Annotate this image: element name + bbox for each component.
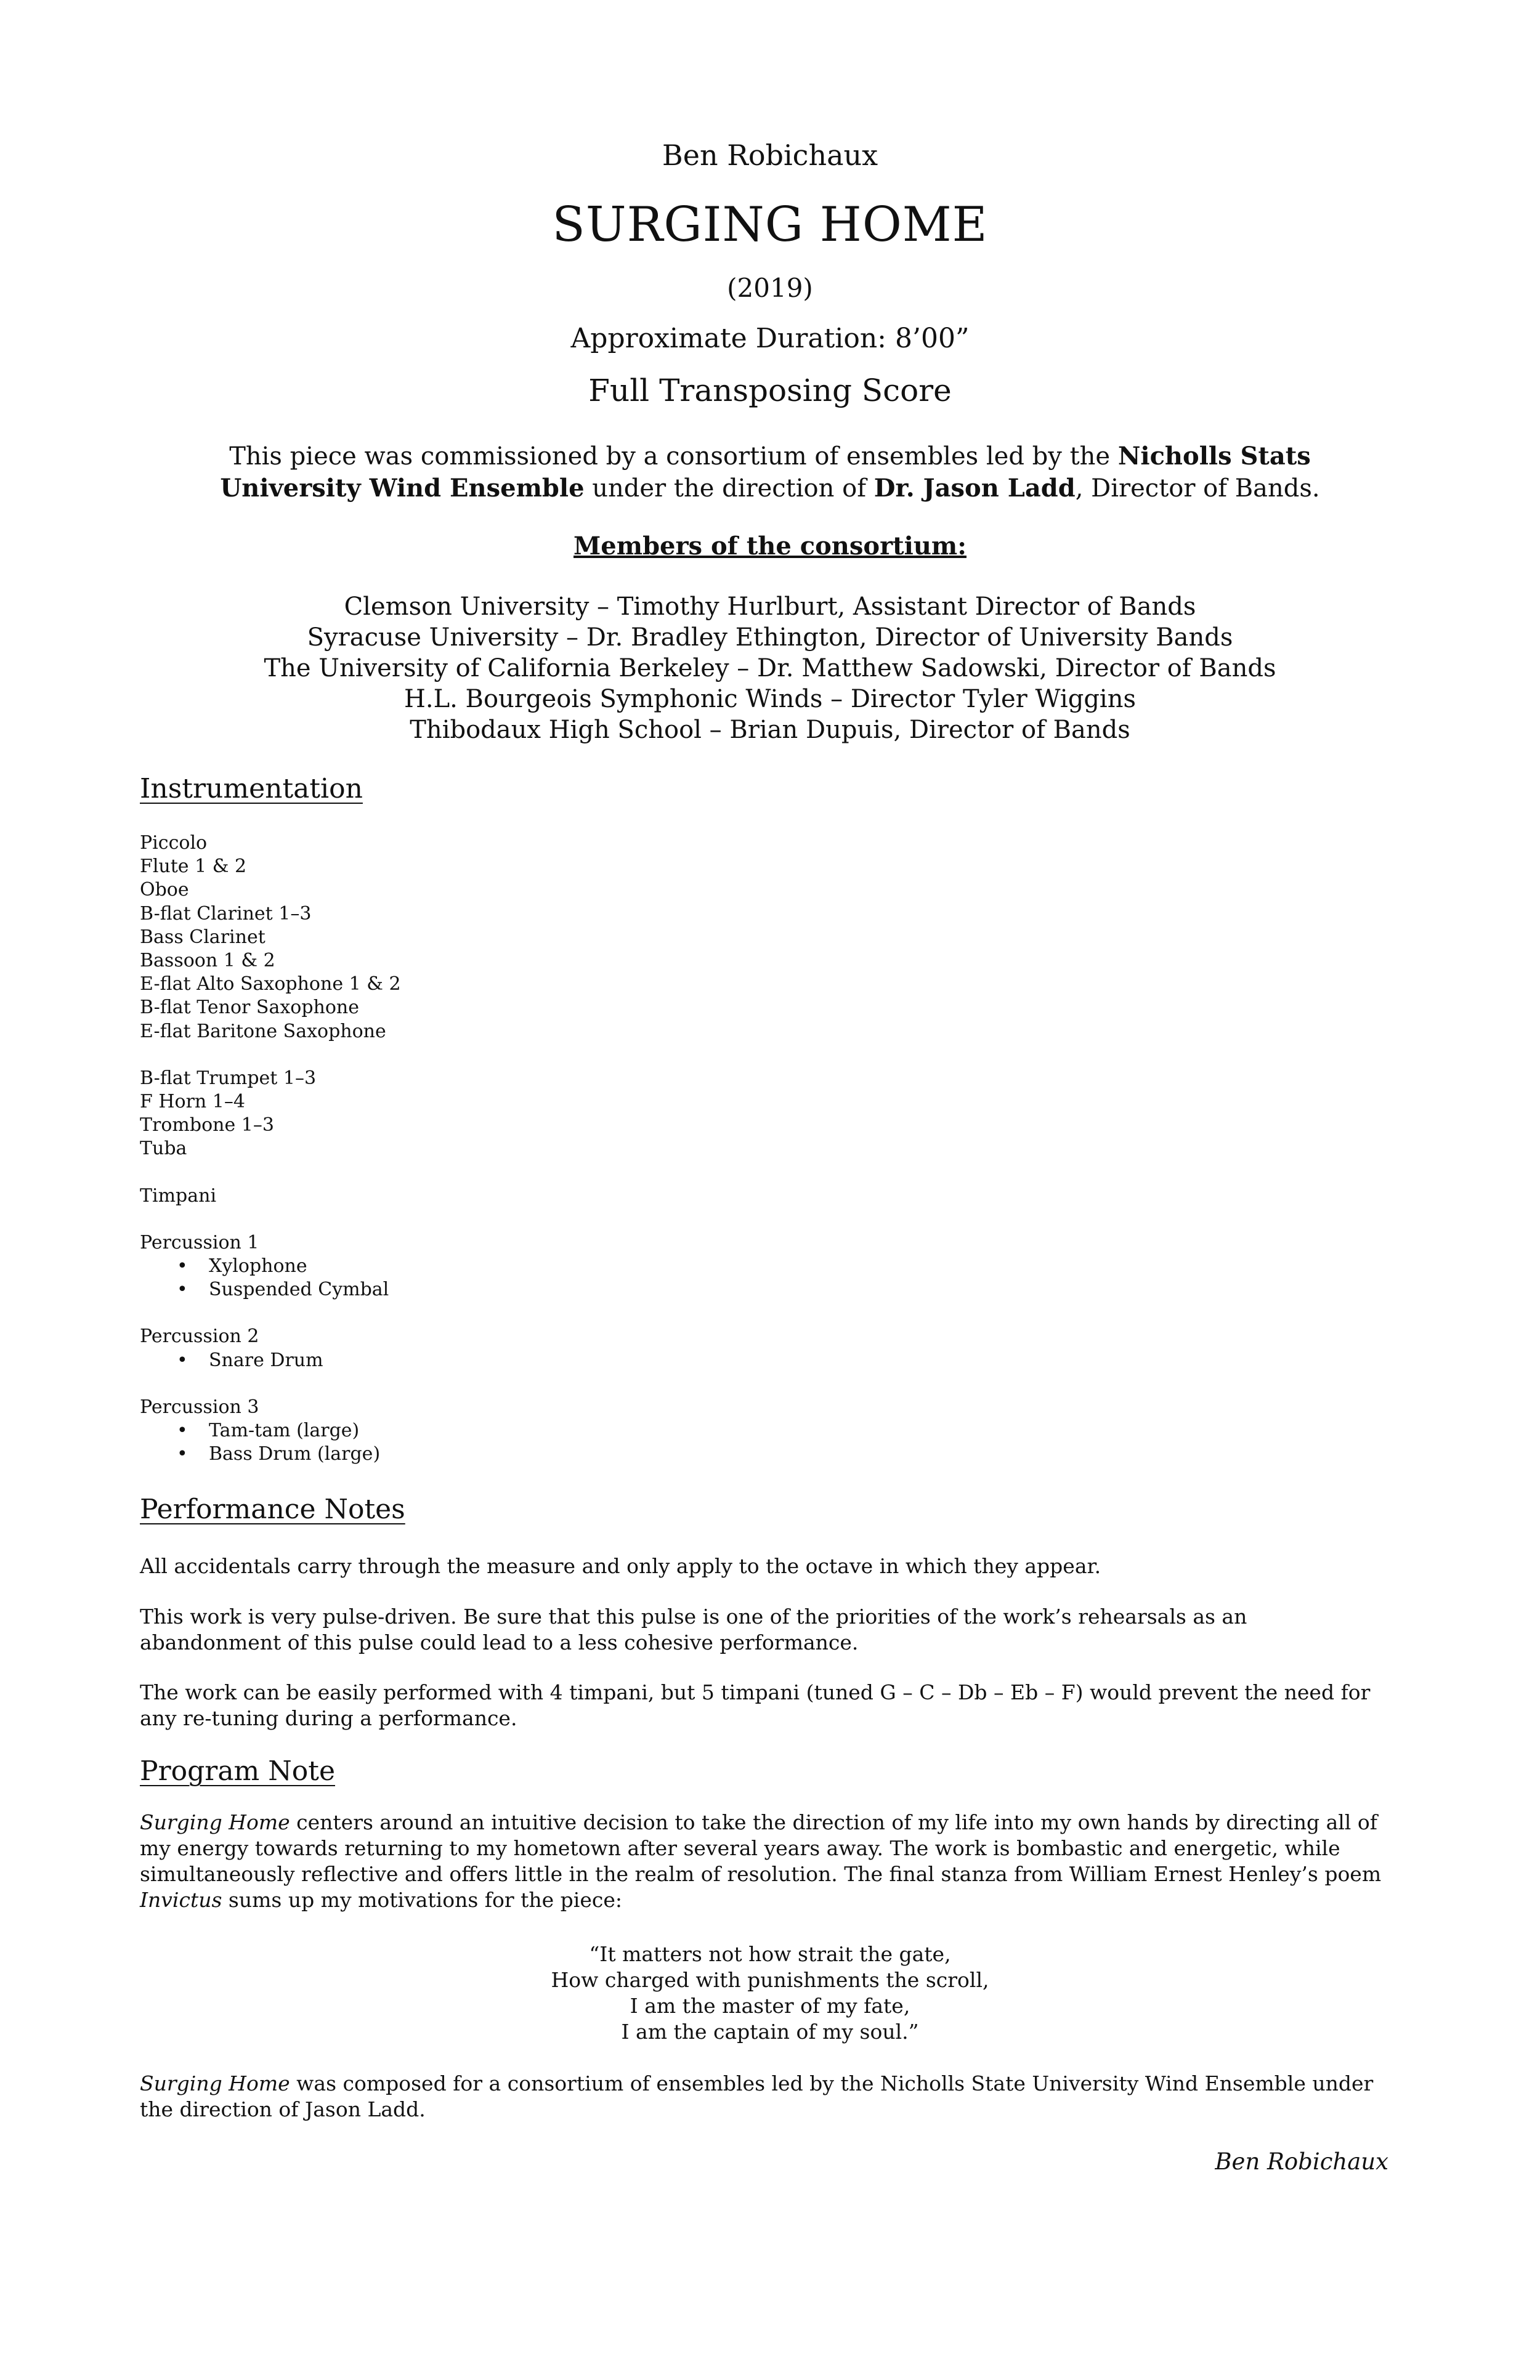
instrument-item: B-flat Clarinet 1–3 [140,902,312,925]
instrument-item: Bass Clarinet [140,926,265,948]
piece-title: SURGING HOME [552,197,988,253]
list-spacer [140,1043,401,1067]
program-note-text: sums up my motivations for the piece: [222,1888,622,1912]
program-note-paragraph [140,2071,1390,2123]
consortium-members-list [0,591,1540,745]
percussion-group: Percussion 2 [140,1326,259,1348]
percussion-instrument: • Tam-tam (large) [140,1419,401,1443]
work-title: Surging Home [140,2071,290,2095]
program-note-heading: Program Note [140,1755,335,1787]
poem-stanza [0,1941,1540,2045]
composition-year: (2019) [727,273,813,303]
instrument-item: Tuba [140,1138,187,1160]
poem-title: Invictus [140,1888,222,1912]
commission-text: , Director of Bands. [1075,474,1320,503]
composer-name: Ben Robichaux [662,139,878,172]
instrument-item: Bassoon 1 & 2 [140,950,275,972]
list-spacer [140,1372,401,1396]
consortium-heading-text: Members of the consortium: [573,532,967,561]
instrument-item: E-flat Baritone Saxophone [140,1020,386,1042]
score-type: Full Transposing Score [588,373,952,408]
instrument-item: E-flat Alto Saxophone 1 & 2 [140,973,401,995]
composer-signature: Ben Robichaux [1215,2148,1388,2175]
instrument-item: B-flat Tenor Saxophone [140,997,360,1019]
list-spacer [140,1161,401,1184]
consortium-member: Clemson University – Timothy Hurlburt, Assistant Director of Bands [344,593,1196,621]
instrumentation-heading: Instrumentation [140,773,363,804]
instrumentation-list [140,832,401,1466]
percussion-group: Percussion 3 [140,1396,259,1418]
percussion-group: Percussion 1 [140,1231,259,1253]
list-spacer [140,1301,401,1325]
instrument-item: B-flat Trumpet 1–3 [140,1067,317,1089]
approximate-duration: Approximate Duration: 8’00” [570,323,970,354]
instrument-item: Timpani [140,1184,217,1207]
performance-note-paragraph: This work is very pulse-driven. Be sure that this pulse is one of the priorities of the work’s rehearsals as an abandonment of this pulse could lead to a less cohesive performance. [140,1605,1247,1654]
percussion-instrument: • Snare Drum [140,1349,401,1372]
performance-note-paragraph: The work can be easily performed with 4 timpani, but 5 timpani (tuned G – C – Db – Eb – F) would prevent the need for any re-tuning during a performance. [140,1680,1371,1730]
list-spacer [140,1208,401,1231]
instrument-item: Trombone 1–3 [140,1114,274,1136]
poem-line: I am the master of my fate, [630,1994,910,2018]
performance-notes-heading: Performance Notes [140,1494,405,1525]
performance-note-paragraph: All accidentals carry through the measure and only apply to the octave in which they appear. [140,1554,1101,1578]
percussion-instrument: • Xylophone [140,1255,401,1278]
consortium-member: H.L. Bourgeois Symphonic Winds – Director Tyler Wiggins [403,685,1137,713]
program-note-text: centers around an intuitive decision to take the direction of my life into my own hands by directing all of my energy towards returning to my hometown after several years away. The work is bombastic and energetic, while simultaneously reflective and offers little in the realm of resolution. The final stanza from William Ernest Henley’s poem [140,1810,1382,1886]
consortium-heading [0,532,1540,561]
consortium-member: The University of California Berkeley – Dr. Matthew Sadowski, Director of Bands [264,654,1276,682]
work-title: Surging Home [140,1810,290,1834]
consortium-member: Syracuse University – Dr. Bradley Ethington, Director of University Bands [307,623,1233,652]
commission-statement [185,440,1355,504]
commissioning-ensemble: Nicholls Stats University Wind Ensemble [220,442,1311,503]
instrument-item: Oboe [140,879,189,901]
instrument-item: F Horn 1–4 [140,1091,245,1113]
instrument-item: Flute 1 & 2 [140,856,247,878]
program-note-paragraph [140,1810,1390,1913]
commission-text: under the direction of [584,474,874,503]
percussion-instrument: • Bass Drum (large) [140,1443,401,1466]
poem-line: “It matters not how strait the gate, [589,1942,951,1966]
instrument-item: Piccolo [140,832,208,854]
poem-line: I am the captain of my soul.” [621,2020,919,2044]
program-note-text: was composed for a consortium of ensembles led by the Nicholls State University Wind Ensemble under the direction of Jason Ladd. [140,2071,1374,2121]
percussion-instrument: • Suspended Cymbal [140,1278,401,1301]
poem-line: How charged with punishments the scroll, [551,1968,989,1992]
commissioning-director: Dr. Jason Ladd [873,474,1076,503]
consortium-member: Thibodaux High School – Brian Dupuis, Director of Bands [410,716,1130,744]
commission-text: This piece was commissioned by a consortium of ensembles led by the [229,442,1118,471]
